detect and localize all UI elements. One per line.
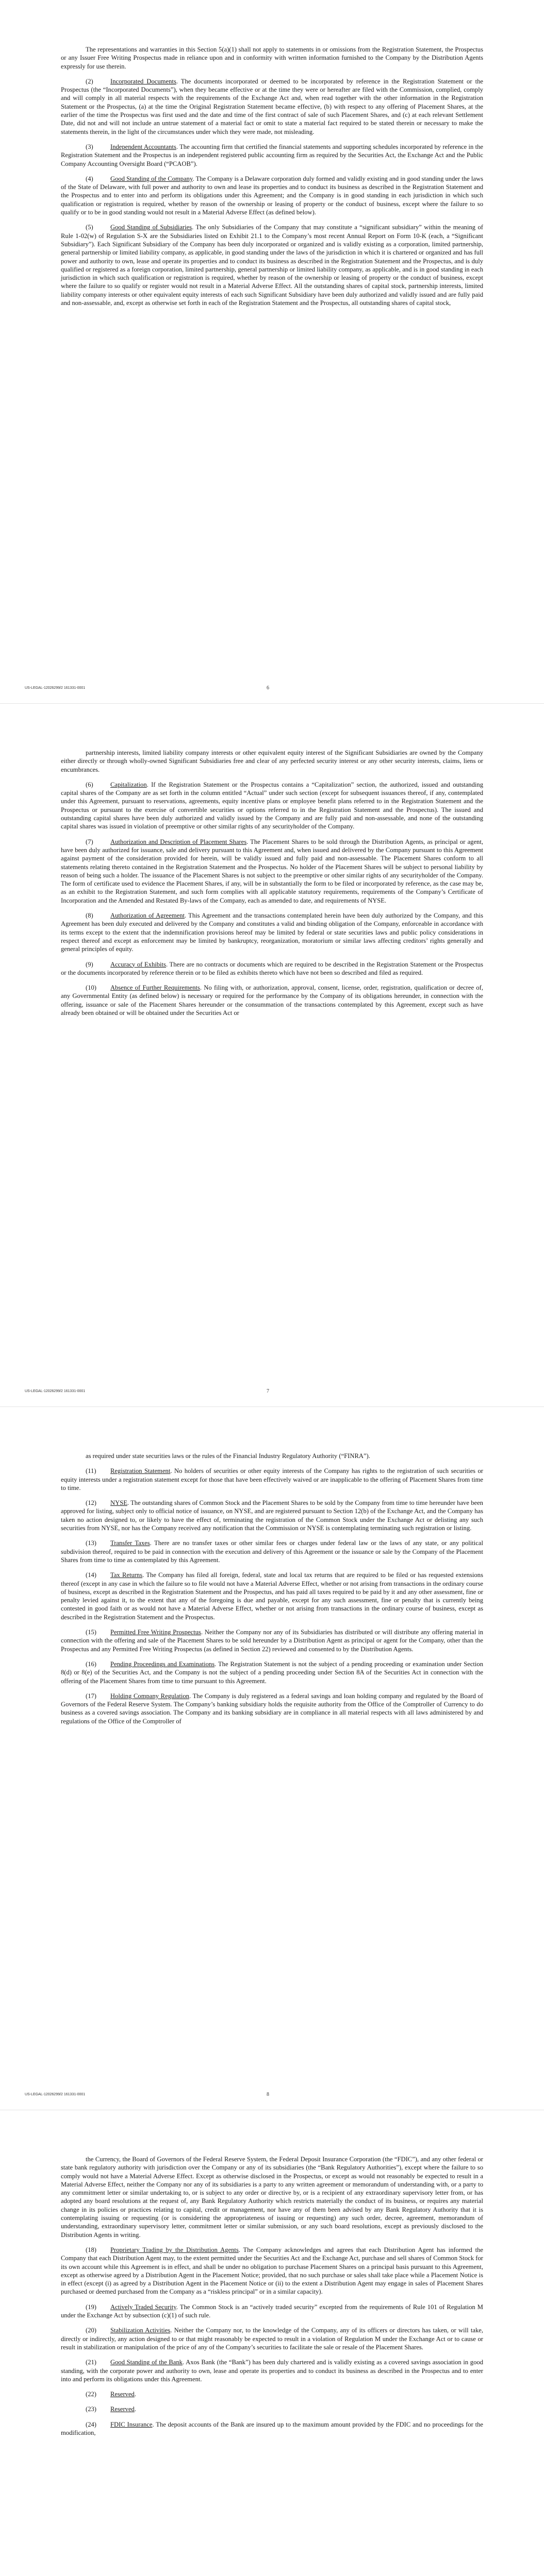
section-number: (24) (86, 2420, 96, 2428)
section-heading: Holding Company Regulation (110, 1692, 189, 1700)
paragraph: (12) NYSE. The outstanding shares of Common Stock and the Placement Shares to be sold by the Company from time to time hereunder have been approved for listing, subject only to official notice of issuance, on NYSE, and are registered pursuant to Section 12(b) of the Exchange Act, and the Company has taken no action designed to, or likely to have the effect of, terminating the registration of the Common Stock under the Exchange Act or delisting any such securities from NYSE, nor has the Company received any notification that the Commission or NYSE is contemplating terminating such registration or listing. (61, 1499, 483, 1532)
paragraph: (6) Capitalization. If the Registration Statement or the Prospectus contains a “Capitalization” section, the authorized, issued and outstanding capital shares of the Company are as set forth in the column entitled “Actual” under such section (except for subsequent issuances thereof, if any, contemplated under this Agreement, pursuant to reservations, agreements, equity incentive plans or employee benefit plans referred to in the Registration Statement and the Prospectus or pursuant to the exercise of convertible securities or options referred to in the Registration Statement and the Prospectus). The issued and outstanding capital shares have been duly authorized and validly issued by the Company and are fully paid and non-assessable, and none of the outstanding capital shares was issued in violation of preemptive or other similar rights of any securityholder of the Company. (61, 781, 483, 831)
paragraph: (15) Permitted Free Writing Prospectus. Neither the Company nor any of its Subsidiaries has distributed or will distribute any offering material in connection with the offering and sale of the Placement Shares to be sold hereunder by a Distribution Agent as principal or agent for the Company, other than the Prospectus and any Permitted Free Writing Prospectus (as defined in Section 22) reviewed and consented to by the Distribution Agents. (61, 1629, 483, 1653)
section-number: (18) (86, 2246, 96, 2253)
paragraph: as required under state securities laws or the rules of the Financial Industry Regulatory Authority (“FINRA”). (86, 1452, 370, 1460)
section-heading: Registration Statement (110, 1467, 171, 1475)
section-text: There are no contracts or documents which are required to be described in the Registration Statement or the Prospectus or the documents incorporated by reference therein or to be filed as exhibits thereto which have not been so described and filed as required. (61, 960, 484, 976)
section-number: (7) (86, 838, 93, 845)
section-heading: FDIC Insurance (110, 2420, 153, 2428)
paragraph: (5) Good Standing of Subsidiaries. The only Subsidiaries of the Company that may constitute a “significant subsidiary” within the meaning of Rule 1-02(w) of Regulation S-X are the Subsidiaries listed on Exhibit 21.1 to the Company’s most recent Annual Report on Form 10-K (each, a “Significant Subsidiary”). Each Significant Subsidiary of the Company has been duly incorporated or organized and is validly existing as a corporation, limited partnership, general partnership or limited liability company, as applicable, in good standing under the laws of the jurisdiction in which it is chartered or organized and has full power and authority to own, lease and operate its properties and to conduct its business as described in the Registration Statement and the Prospectus, and is duly qualified or registered as a foreign corporation, limited partnership, general partnership or limited liability company, as applicable, and is in good standing in each jurisdiction in which such qualification or registration is required, whether by reason of the ownership or leasing of property or the conduct of business, except where the failure to so qualify or register would not result in a Material Adverse Effect. All the outstanding shares of capital stock, partnership interests, limited liability company interests or other equivalent equity interests of each such Significant Subsidiary have been duly authorized and validly issued and are fully paid and non-assessable, and, except as otherwise set forth in each of the Registration Statement and the Prospectus, all outstanding shares of capital stock, (61, 224, 483, 307)
paragraph: (17) Holding Company Regulation. The Company is duly registered as a federal savings and loan holding company and regulated by the Board of Governors of the Federal Reserve System. The Company’s banking subsidiary holds the requisite authority from the Office of the Comptroller of Currency to do business as a covered savings association. The Company and its banking subsidiary are in compliance in all material respects with all laws administered by and regulations of the Office of the Comptroller of (61, 1692, 483, 1725)
section-number: (4) (86, 175, 93, 182)
section-number: (21) (86, 2359, 96, 2366)
paragraph: (9) Accuracy of Exhibits. There are no contracts or documents which are required to be described in the Registration Statement or the Prospectus or the documents incorporated by reference therein or to be filed as exhibits thereto which have not been so described and filed as required. (61, 960, 484, 976)
paragraph: (10) Absence of Further Requirements. No filing with, or authorization, approval, consent, license, order, registration, qualification or decree of, any Governmental Entity (as defined below) is necessary or required for the performance by the Company of its obligations hereunder, in connection with the offering, issuance or sale of the Placement Shares hereunder or the consummation of the transactions contemplated by this Agreement, except such as have already been obtained or will be obtained under the Securities Act or (61, 984, 483, 1017)
section-text: Neither the Company nor, to the knowledge of the Company, any of its officers or directors has taken, or will take, directly or indirectly, any action designed to or that might reasonably be expected to result in a violation of Regulation M under the Exchange Act or to cause or result in stabilization or manipulation of the price of any of the Company’s securities to facilitate the sale or resale of the Placement Shares. (61, 2327, 483, 2351)
section-text: The outstanding shares of Common Stock and the Placement Shares to be sold by the Company from time to time hereunder have been approved for listing, subject only to official notice of issuance, on NYSE, and are registered pursuant to Section 12(b) of the Exchange Act, and the Company has taken no action designed to, or likely to have the effect of, terminating the registration of the Common Stock under the Exchange Act or delisting any such securities from NYSE, nor has the Company received any notification that the Commission or NYSE is contemplating terminating such registration or listing. (61, 1499, 483, 1532)
section-heading: Transfer Taxes (110, 1539, 150, 1547)
page (0, 1406, 544, 2110)
section-number: (17) (86, 1692, 96, 1700)
page-content (61, 45, 483, 314)
paragraph: (20) Stabilization Activities. Neither the Company nor, to the knowledge of the Company, any of its officers or directors has taken, or will take, directly or indirectly, any action designed to or that might reasonably be expected to result in a violation of Regulation M under the Exchange Act or to cause or result in stabilization or manipulation of the price of any of the Company’s securities to facilitate the sale or resale of the Placement Shares. (61, 2327, 483, 2351)
paragraph: (4) Good Standing of the Company. The Company is a Delaware corporation duly formed and validly existing and in good standing under the laws of the State of Delaware, with full power and authority to own and lease its properties and to conduct its business as described in the Registration Statement and the Prospectus and to enter into and perform its obligations under this Agreement; and the Company is in good standing in each jurisdiction in which such qualification or registration is required, whether by reason of the ownership or leasing of property or the conduct of business, except where the failure to so qualify or to be in good standing would not result in a Material Adverse Effect (as defined below). (61, 175, 484, 216)
section-heading: NYSE (110, 1499, 127, 1507)
section-text: The Registration Statement is not the subject of a pending proceeding or examination under Section 8(d) or 8(e) of the Securities Act, and the Company is not the subject of a pending proceeding under Section 8A of the Securities Act in connection with the offering of the Placement Shares from time to time pursuant to this Agreement. (61, 1660, 484, 1685)
section-text: The Common Stock is an “actively traded security” excepted from the requirements of Rule 101 of Regulation M under the Exchange Act by subsection (c)(1) of such rule. (61, 2303, 483, 2319)
paragraph: (22) Reserved. (86, 2391, 137, 2398)
section-heading: Incorporated Documents (110, 77, 176, 85)
section-number: (2) (86, 77, 93, 85)
section-number: (8) (86, 912, 93, 920)
section-number: (20) (86, 2327, 96, 2334)
paragraph: (11) Registration Statement. No holders of securities or other equity interests of the Company has rights to the registration of such securities or equity interests under a registration statement except for those that have been effectively waived or are inapplicable to the offering of Placement Shares from time to time. (61, 1467, 484, 1492)
section-number: (9) (86, 960, 93, 968)
paragraph: (14) Tax Returns. The Company has filed all foreign, federal, state and local tax returns that are required to be filed or has requested extensions thereof (except in any case in which the failure so to file would not have a Material Adverse Effect, whether or not arising from transactions in the ordinary course of business, except as described in the Registration Statement and the Prospectus, and has paid all taxes required to be paid by it and any other assessment, fine or penalty levied against it, to the extent that any of the foregoing is due and payable, except for any such assessment, fine or penalty that is currently being contested in good faith or as would not have a Material Adverse Effect, whether or not arising from transactions in the ordinary course of business, except as described in the Registration Statement and the Prospectus. (61, 1571, 484, 1621)
page (0, 703, 544, 1406)
section-number: (19) (86, 2303, 96, 2311)
page-number: 8 (267, 2092, 269, 2097)
section-number: (3) (86, 143, 93, 150)
paragraph: partnership interests, limited liability company interests or other equivalent equity interest of the Significant Subsidiaries are owned by the Company either directly or through wholly-owned Significant Subsidiaries free and clear of any perfected security interest or any other security interests, claims, liens or encumbrances. (61, 749, 483, 773)
section-number: (5) (86, 224, 93, 231)
page-footer (0, 685, 544, 692)
section-text: The Company acknowledges and agrees that each Distribution Agent has informed the Company that each Distribution Agent may, to the extent permitted under the Securities Act and the Exchange Act, purchase and sell shares of Common Stock for its own account while this Agreement is in effect, and shall be under no obligation to purchase Placement Shares on a principal basis pursuant to this Agreement, except as otherwise agreed by a Distribution Agent in the Placement Notice; provided, that no such purchase or sales shall take place while a Placement Notice is in effect (except (i) as agreed by a Distribution Agent in the Placement Notice or (ii) to the extent a Distribution Agent may engage in sales of Placement Shares purchased or deemed purchased from the Company as a “riskless principal” or in a similar capacity). (61, 2246, 483, 2296)
page-footer (0, 1388, 544, 1396)
section-number: (15) (86, 1629, 96, 1636)
page-content (61, 749, 483, 1024)
section-number: (23) (86, 2405, 96, 2413)
page-number: 7 (267, 1388, 269, 1394)
section-text: The only Subsidiaries of the Company that may constitute a “significant subsidiary” within the meaning of Rule 1-02(w) of Regulation S-X are the Subsidiaries listed on Exhibit 21.1 to the Company’s most recent Annual Report on Form 10-K (each, a “Significant Subsidiary”). Each Significant Subsidiary of the Company has been duly incorporated or organized and is validly existing as a corporation, limited partnership, general partnership or limited liability company, as applicable, in good standing under the laws of the jurisdiction in which it is chartered or organized and has full power and authority to own, lease and operate its properties and to conduct its business as described in the Registration Statement and the Prospectus, and is duly qualified or registered as a foreign corporation, limited partnership, general partnership or limited liability company, as applicable, and is in good standing in each jurisdiction in which such qualification or registration is required, whether by reason of the ownership or leasing of property or the conduct of business, except where the failure to so qualify or register would not result in a Material Adverse Effect. All the outstanding shares of capital stock, partnership interests, limited liability company interests or other equivalent equity interests of each such Significant Subsidiary have been duly authorized and validly issued and are fully paid and non-assessable, and, except as otherwise set forth in each of the Registration Statement and the Prospectus, all outstanding shares of capital stock, (61, 224, 483, 307)
section-number: (10) (86, 984, 96, 992)
section-heading: Reserved (110, 2391, 135, 2398)
section-text: The documents incorporated or deemed to be incorporated by reference in the Registration Statement or the Prospectus (the “Incorporated Documents”), when they became effective or at the time they were or hereafter are filed with the Commission, complied, comply and will comply in all material respects with the requirements of the Exchange Act and, when read together with the other information in the Registration Statement or the Prospectus, (a) at the time the Original Registration Statement became effective, (b) with respect to any offering of Placement Shares, at the earlier of the time the Prospectus was first used and the date and time of the first contract of sale of such Placement Shares, and (c) at each relevant Settlement Date, did not and will not include an untrue statement of a material fact or omit to state a material fact required to be stated therein or necessary to make the statements therein, in the light of the circumstances under which they were made, not misleading. (61, 77, 484, 135)
section-heading: Reserved (110, 2405, 135, 2413)
section-heading: Stabilization Activities (110, 2327, 171, 2334)
section-text: There are no transfer taxes or other similar fees or charges under federal law or the laws of any state, or any political subdivision thereof, required to be paid in connection with the execution and delivery of this Agreement or the issuance or sale by the Company of the Placement Shares from time to time as contemplated by this Agreement. (61, 1539, 483, 1564)
page (0, 0, 544, 703)
section-heading: Actively Traded Security (110, 2303, 176, 2311)
section-text: No holders of securities or other equity interests of the Company has rights to the registration of such securities or equity interests under a registration statement except for those that have been effectively waived or are inapplicable to the offering of Placement Shares from time to time. (61, 1467, 484, 1492)
section-text: Neither the Company nor any of its Subsidiaries has distributed or will distribute any offering material in connection with the offering and sale of the Placement Shares to be sold hereunder by a Distribution Agent as principal or agent for the Company, other than the Prospectus and any Permitted Free Writing Prospectus (as defined in Section 22) reviewed and consented to by the Distribution Agents. (61, 1629, 483, 1653)
section-number: (14) (86, 1571, 96, 1579)
paragraph: (19) Actively Traded Security. The Common Stock is an “actively traded security” excepted from the requirements of Rule 101 of Regulation M under the Exchange Act by subsection (c)(1) of such rule. (61, 2303, 483, 2319)
section-text: The Company is a Delaware corporation duly formed and validly existing and in good standing under the laws of the State of Delaware, with full power and authority to own and lease its properties and to conduct its business as described in the Registration Statement and the Prospectus and to enter into and perform its obligations under this Agreement; and the Company is in good standing in each jurisdiction in which such qualification or registration is required, whether by reason of the ownership or leasing of property or the conduct of business, except where the failure to so qualify or to be in good standing would not result in a Material Adverse Effect (as defined below). (61, 175, 484, 216)
page-footer (0, 2092, 544, 2099)
section-heading: Independent Accountants (110, 143, 176, 150)
paragraph: (3) Independent Accountants. The accounting firm that certified the financial statements and supporting schedules incorporated by reference in the Registration Statement and the Prospectus is an independent registered public accounting firm as required by the Securities Act, the Exchange Act and the Public Company Accounting Oversight Board (“PCAOB”). (61, 143, 484, 167)
paragraph: the Currency, the Board of Governors of the Federal Reserve System, the Federal Deposit Insurance Corporation (the “FDIC”), and any other federal or state bank regulatory authority with jurisdiction over the Company or any of its subsidiaries (the “Bank Regulatory Authorities”), except where the failure to so comply would not have a Material Adverse Effect. Except as otherwise disclosed in the Prospectus, or except as would not reasonably be expected to result in a Material Adverse Effect, neither the Company nor any of its subsidiaries is a party to any written agreement or memorandum of understanding with, or a party to any commitment letter or similar undertaking to, or is subject to any order or directive by, or is a recipient of any extraordinary supervisory letter from, or has adopted any board resolutions at the request of, any Bank Regulatory Authority which restricts materially the conduct of its business, or requires any material change in its policies or practices relating to capital, credit or management, nor have any of them been advised by any Bank Regulatory Authority that it is contemplating issuing or requesting (or is considering the appropriateness of issuing or requesting) any such order, decree, agreement, memorandum of understanding, extraordinary supervisory letter, commitment letter or similar submission, or any such board resolutions, except as previously disclosed to the Distribution Agents in writing. (61, 2156, 483, 2239)
section-text: No filing with, or authorization, approval, consent, license, order, registration, qualification or decree of, any Governmental Entity (as defined below) is necessary or required for the performance by the Company of its obligations hereunder, in connection with the offering, issuance or sale of the Placement Shares hereunder or the consummation of the transactions contemplated by this Agreement, except such as have already been obtained or will be obtained under the Securities Act or (61, 984, 483, 1017)
paragraph: The representations and warranties in this Section 5(a)(1) shall not apply to statements in or omissions from the Registration Statement, the Prospectus or any Issuer Free Writing Prospectus made in reliance upon and in conformity with written information furnished to the Company by the Distribution Agents expressly for use therein. (61, 46, 483, 70)
paragraph: (21) Good Standing of the Bank. Axos Bank (the “Bank”) has been duly chartered and is validly existing as a covered savings association in good standing, with the corporate power and authority to own, lease and operate its properties and to conduct its business as described in the Prospectus and to enter into and perform its obligations under this Agreement. (61, 2359, 483, 2383)
section-heading: Permitted Free Writing Prospectus (110, 1629, 201, 1636)
section-text: Axos Bank (the “Bank”) has been duly chartered and is validly existing as a covered savings association in good standing, with the corporate power and authority to own, lease and operate its properties and to conduct its business as described in the Prospectus and to enter into and perform its obligations under this Agreement. (61, 2359, 483, 2383)
section-text: The accounting firm that certified the financial statements and supporting schedules incorporated by reference in the Registration Statement and the Prospectus is an independent registered public accounting firm as required by the Securities Act, the Exchange Act and the Public Company Accounting Oversight Board (“PCAOB”). (61, 143, 484, 167)
section-heading: Authorization and Description of Placement Shares (110, 838, 247, 845)
page-content (61, 1452, 483, 1732)
section-number: (6) (86, 781, 93, 788)
page-content (61, 2155, 483, 2444)
section-heading: Tax Returns (110, 1571, 143, 1579)
section-number: (11) (86, 1467, 96, 1475)
footer-doc-id: US-LEGAL-12026299/2 161331-0001 (25, 1389, 86, 1393)
paragraph: (8) Authorization of Agreement. This Agreement and the transactions contemplated herein have been duly authorized by the Company, and this Agreement has been duly executed and delivered by the Company and constitutes a valid and binding obligation of the Company, enforceable in accordance with its terms except to the extent that the indemnification provisions hereof may be limited by federal or state securities laws and public policy considerations in respect thereof and except as enforcement may be limited by bankruptcy, reorganization, moratorium or similar laws affecting creditors’ rights generally and general principles of equity. (61, 912, 483, 953)
paragraph: (24) FDIC Insurance. The deposit accounts of the Bank are insured up to the maximum amount provided by the FDIC and no proceedings for the modification, (61, 2420, 484, 2437)
page (0, 2110, 544, 2576)
section-text: This Agreement and the transactions contemplated herein have been duly authorized by the Company, and this Agreement has been duly executed and delivered by the Company and constitutes a valid and binding obligation of the Company, enforceable in accordance with its terms except to the extent that the indemnification provisions hereof may be limited by federal or state securities laws and public policy considerations in respect thereof and except as enforcement may be limited by bankruptcy, reorganization, moratorium or similar laws affecting creditors’ rights generally and general principles of equity. (61, 912, 483, 953)
paragraph: (18) Proprietary Trading by the Distribution Agents. The Company acknowledges and agrees that each Distribution Agent has informed the Company that each Distribution Agent may, to the extent permitted under the Securities Act and the Exchange Act, purchase and sell shares of Common Stock for its own account while this Agreement is in effect, and shall be under no obligation to purchase Placement Shares on a principal basis pursuant to this Agreement, except as otherwise agreed by a Distribution Agent in the Placement Notice; provided, that no such purchase or sales shall take place while a Placement Notice is in effect (except (i) as agreed by a Distribution Agent in the Placement Notice or (ii) to the extent a Distribution Agent may engage in sales of Placement Shares purchased or deemed purchased from the Company as a “riskless principal” or in a similar capacity). (61, 2246, 483, 2296)
section-text: The deposit accounts of the Bank are insured up to the maximum amount provided by the FDIC and no proceedings for the modification, (61, 2420, 484, 2437)
paragraph: (2) Incorporated Documents. The documents incorporated or deemed to be incorporated by reference in the Registration Statement or the Prospectus (the “Incorporated Documents”), when they became effective or at the time they were or hereafter are filed with the Commission, complied, comply and will comply in all material respects with the requirements of the Exchange Act and, when read together with the other information in the Registration Statement or the Prospectus, (a) at the time the Original Registration Statement became effective, (b) with respect to any offering of Placement Shares, at the earlier of the time the Prospectus was first used and the date and time of the first contract of sale of such Placement Shares, and (c) at each relevant Settlement Date, did not and will not include an untrue statement of a material fact or omit to state a material fact required to be stated therein or necessary to make the statements therein, in the light of the circumstances under which they were made, not misleading. (61, 77, 484, 135)
section-heading: Absence of Further Requirements (110, 984, 200, 992)
paragraph: (7) Authorization and Description of Placement Shares. The Placement Shares to be sold through the Distribution Agents, as principal or agent, have been duly authorized for issuance, sale and delivery pursuant to this Agreement and, when issued and delivered by the Company pursuant to this Agreement against payment of the consideration provided for herein, will be validly issued and fully paid and non-assessable. The Placement Shares conform to all statements relating thereto contained in the Registration Statement and the Prospectus. No holder of the Placement Shares will be subject to personal liability by reason of being such a holder. The issuance of the Placement Shares is not subject to the preemptive or other similar rights of any securityholder of the Company. The form of certificate used to evidence the Placement Shares, if any, will be in substantially the form to be filed or incorporated by reference, as the case may be, as an exhibit to the Registration Statement, and such form complies with all applicable statutory requirements, requirements of the Company’s Certificate of Incorporation and the Amended and Restated By-laws of the Company, each as amended to date, and requirements of NYSE. (61, 838, 483, 904)
paragraph: (23) Reserved. (86, 2405, 137, 2413)
page-number: 6 (267, 685, 269, 691)
section-heading: Accuracy of Exhibits (110, 960, 166, 968)
section-number: (13) (86, 1539, 96, 1547)
section-heading: Proprietary Trading by the Distribution Agents (110, 2246, 239, 2253)
section-number: (22) (86, 2391, 96, 2398)
section-text: The Company is duly registered as a federal savings and loan holding company and regulated by the Board of Governors of the Federal Reserve System. The Company’s banking subsidiary holds the requisite authority from the Office of the Comptroller of Currency to do business as a covered savings association. The Company and its banking subsidiary are in compliance in all material respects with all laws administered by and regulations of the Office of the Comptroller of (61, 1692, 483, 1725)
section-heading: Capitalization (110, 781, 147, 788)
page-separator (0, 1406, 544, 1407)
section-heading: Good Standing of Subsidiaries (110, 224, 192, 231)
page-separator (0, 703, 544, 704)
section-heading: Good Standing of the Bank (110, 2359, 183, 2366)
section-text: The Placement Shares to be sold through the Distribution Agents, as principal or agent, have been duly authorized for issuance, sale and delivery pursuant to this Agreement and, when issued and delivered by the Company pursuant to this Agreement against payment of the consideration provided for herein, will be validly issued and fully paid and non-assessable. The Placement Shares conform to all statements relating thereto contained in the Registration Statement and the Prospectus. No holder of the Placement Shares will be subject to personal liability by reason of being such a holder. The issuance of the Placement Shares is not subject to the preemptive or other similar rights of any securityholder of the Company. The form of certificate used to evidence the Placement Shares, if any, will be in substantially the form to be filed or incorporated by reference, as the case may be, as an exhibit to the Registration Statement, and such form complies with all applicable statutory requirements, requirements of the Company’s Certificate of Incorporation and the Amended and Restated By-laws of the Company, each as amended to date, and requirements of NYSE. (61, 838, 483, 904)
section-text: The Company has filed all foreign, federal, state and local tax returns that are required to be filed or has requested extensions thereof (except in any case in which the failure so to file would not have a Material Adverse Effect, whether or not arising from transactions in the ordinary course of business, except as described in the Registration Statement and the Prospectus, and has paid all taxes required to be paid by it and any other assessment, fine or penalty levied against it, to the extent that any of the foregoing is due and payable, except for any such assessment, fine or penalty that is currently being contested in good faith or as would not have a Material Adverse Effect, whether or not arising from transactions in the ordinary course of business, except as described in the Registration Statement and the Prospectus. (61, 1571, 484, 1621)
section-heading: Pending Proceedings and Examinations (110, 1660, 215, 1668)
footer-doc-id: US-LEGAL-12026299/2 161331-0001 (25, 2093, 86, 2096)
section-text: If the Registration Statement or the Prospectus contains a “Capitalization” section, the authorized, issued and outstanding capital shares of the Company are as set forth in the column entitled “Actual” under such section (except for subsequent issuances thereof, if any, contemplated under this Agreement, pursuant to reservations, agreements, equity incentive plans or employee benefit plans referred to in the Registration Statement and the Prospectus or pursuant to the exercise of convertible securities or options referred to in the Registration Statement and the Prospectus). The issued and outstanding capital shares have been duly authorized and validly issued by the Company and are fully paid and non-assessable, and none of the outstanding capital shares was issued in violation of preemptive or other similar rights of any securityholder of the Company. (61, 781, 483, 831)
paragraph: (13) Transfer Taxes. There are no transfer taxes or other similar fees or charges under federal law or the laws of any state, or any political subdivision thereof, required to be paid in connection with the execution and delivery of this Agreement or the issuance or sale by the Company of the Placement Shares from time to time as contemplated by this Agreement. (61, 1539, 483, 1564)
section-number: (16) (86, 1660, 96, 1668)
footer-doc-id: US-LEGAL-12026299/2 161331-0001 (25, 686, 86, 690)
section-heading: Authorization of Agreement (110, 912, 185, 920)
section-number: (12) (86, 1499, 96, 1507)
section-heading: Good Standing of the Company (110, 175, 193, 182)
paragraph: (16) Pending Proceedings and Examinations. The Registration Statement is not the subject of a pending proceeding or examination under Section 8(d) or 8(e) of the Securities Act, and the Company is not the subject of a pending proceeding under Section 8A of the Securities Act in connection with the offering of the Placement Shares from time to time pursuant to this Agreement. (61, 1660, 484, 1685)
